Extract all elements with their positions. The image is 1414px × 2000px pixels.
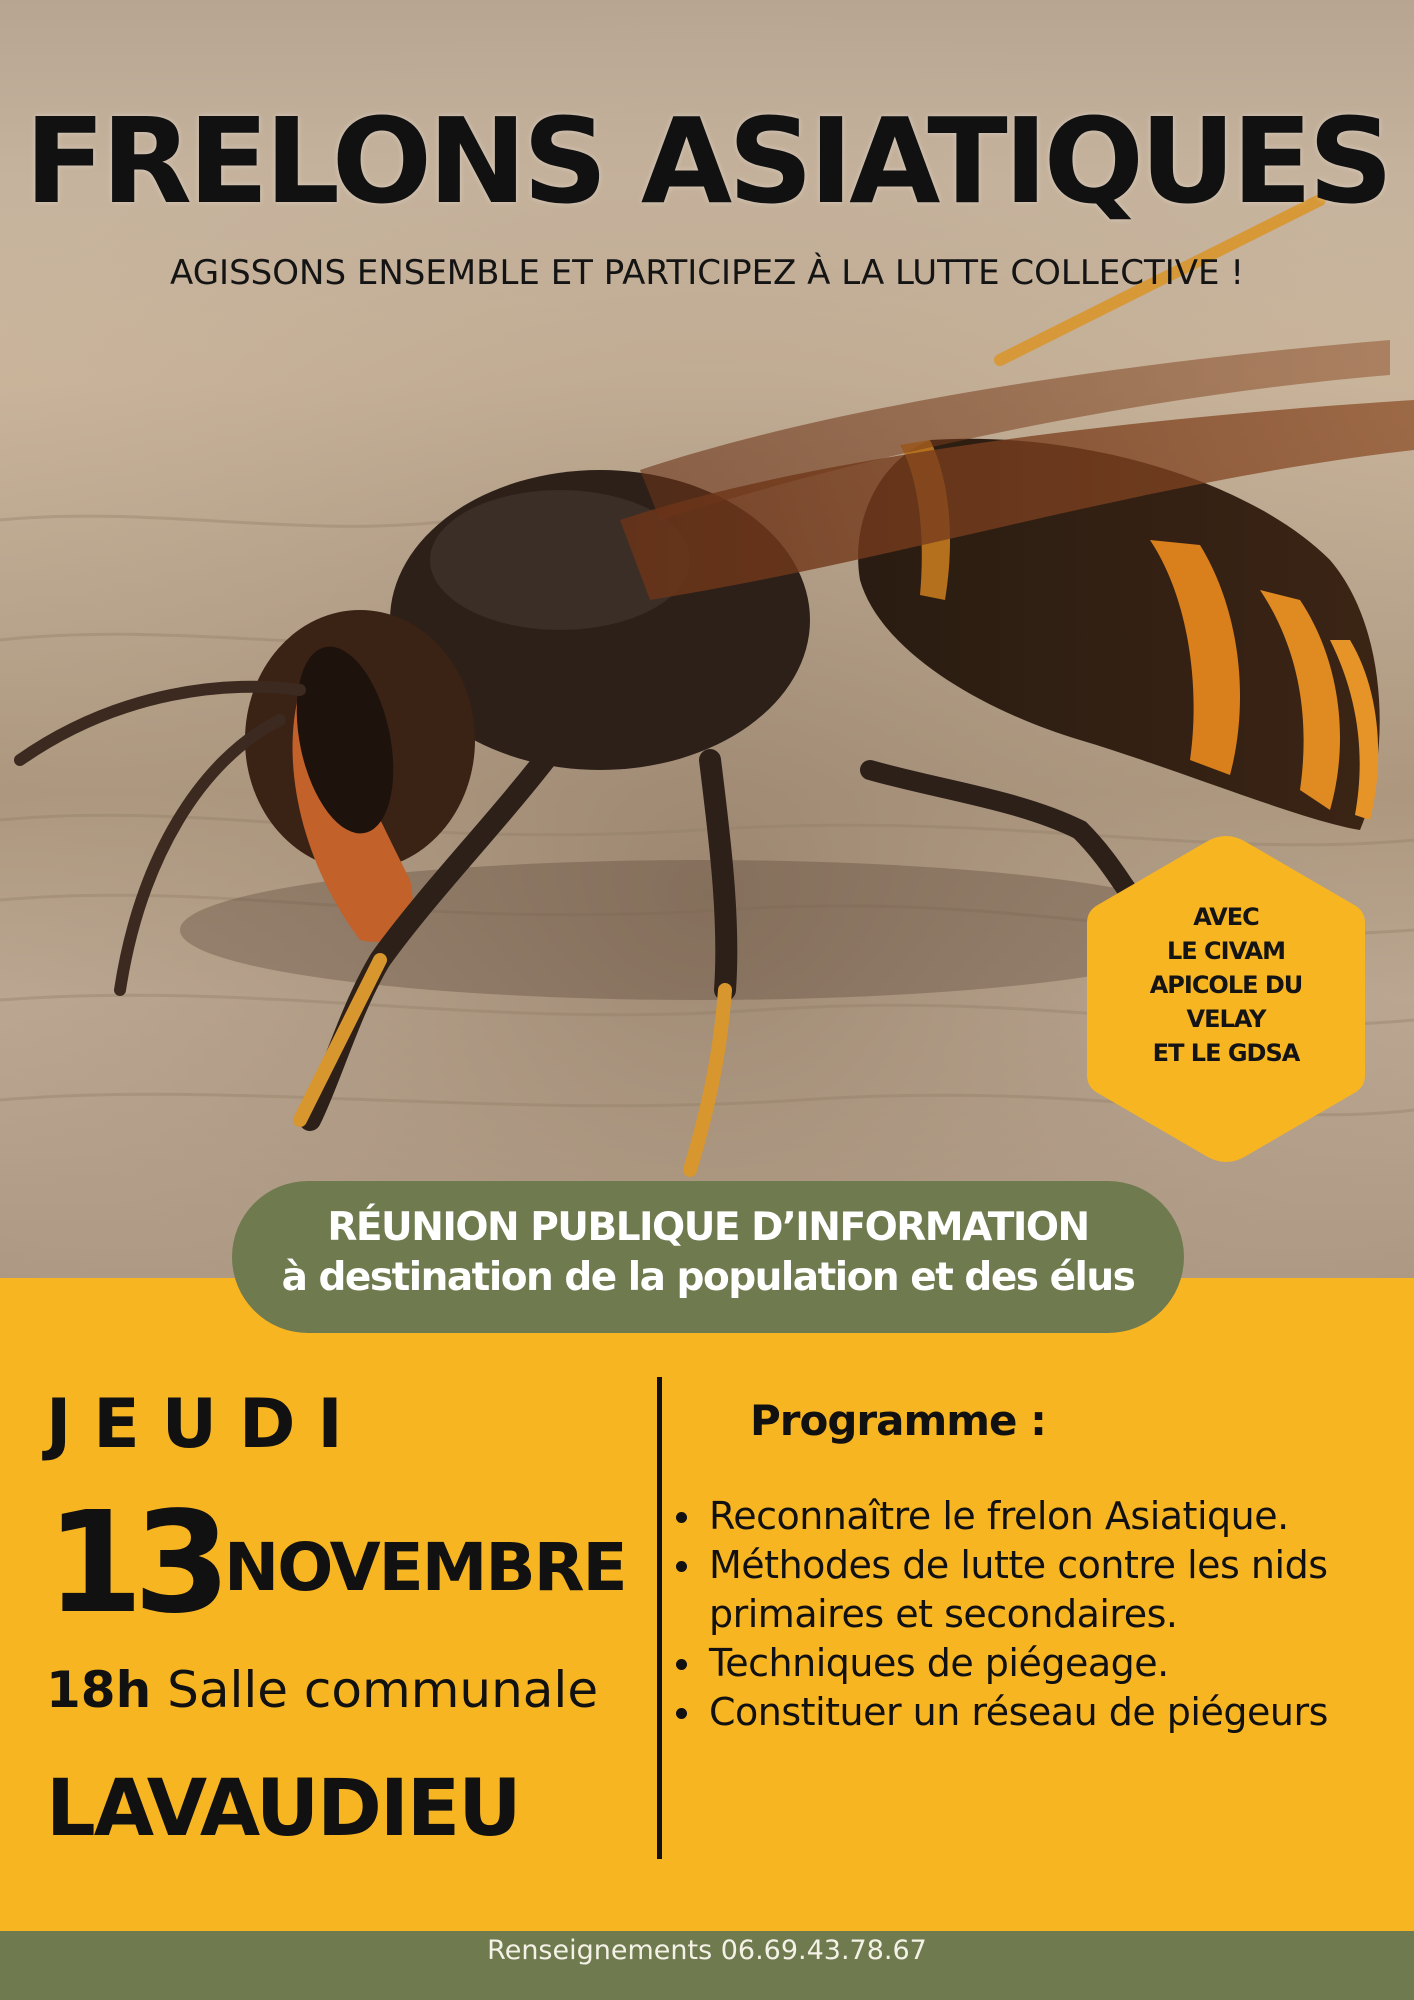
programme-title: Programme : [750, 1396, 1046, 1445]
meeting-banner-title: RÉUNION PUBLIQUE D’INFORMATION [327, 1205, 1089, 1250]
badge-line: VELAY [1186, 1005, 1266, 1033]
event-date-number: 13 [46, 1482, 221, 1645]
poster-subtitle: AGISSONS ENSEMBLE ET PARTICIPEZ À LA LUTTE COLLECTIVE ! [170, 253, 1244, 293]
partner-badge-text [1081, 900, 1371, 1070]
programme-item: Méthodes de lutte contre les nids primaires et secondaires. [671, 1541, 1391, 1639]
event-venue: Salle communale [167, 1661, 599, 1719]
badge-line: LE CIVAM [1167, 937, 1285, 965]
badge-line: AVEC [1193, 903, 1259, 931]
footer-contact: Renseignements 06.69.43.78.67 [487, 1935, 927, 1966]
badge-line: APICOLE DU [1149, 971, 1303, 999]
meeting-banner-audience: à destination de la population et des élus [281, 1255, 1135, 1300]
badge-line: ET LE GDSA [1152, 1039, 1300, 1067]
programme-item: Constituer un réseau de piégeurs [671, 1688, 1391, 1737]
column-divider [657, 1377, 662, 1859]
programme-item: Techniques de piégeage. [671, 1639, 1391, 1688]
event-hour: 18h [46, 1661, 152, 1719]
event-day: JEUDI [46, 1385, 365, 1464]
event-town: LAVAUDIEU [46, 1764, 520, 1854]
event-time-venue [46, 1661, 599, 1719]
programme-item: Reconnaître le frelon Asiatique. [671, 1492, 1391, 1541]
poster-title: FRELONS ASIATIQUES [24, 92, 1390, 230]
programme-list [671, 1492, 1391, 1737]
event-month: NOVEMBRE [224, 1529, 626, 1606]
